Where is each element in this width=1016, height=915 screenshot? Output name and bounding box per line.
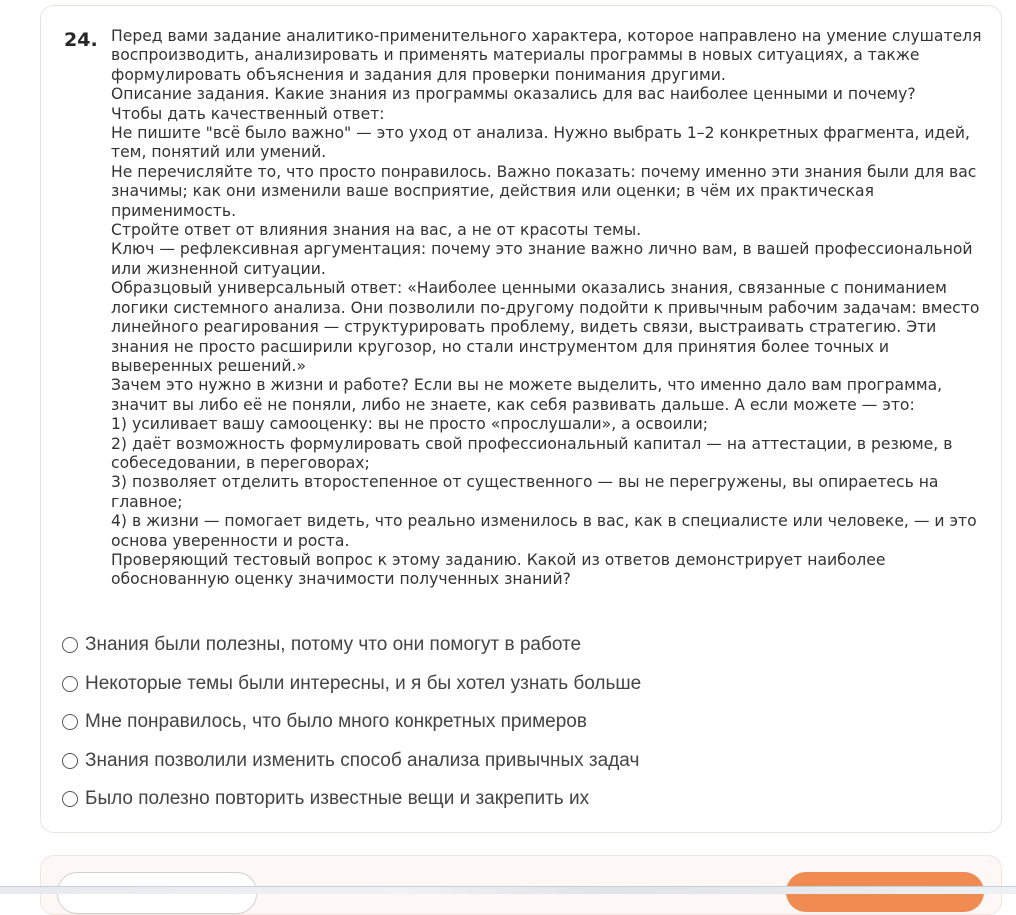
- question-paragraph: Образцовый универсальный ответ: «Наиболее ценными оказались знания, связанные с пониманием логики системного анализа. Они позволили по-другому подойти к привычным рабочим задачам: вместо линейного реагирования — структурировать проблему, видеть связи, выстраивать стратегию. Эти знания не просто расширили кругозор, но стали инструментом для принятия более точных и выверенных решений.»: [111, 279, 980, 375]
- question-paragraph: Зачем это нужно в жизни и работе? Если вы не можете выделить, что именно дало вам программа, значит вы либо её не поняли, либо не знаете, как себя развивать дальше. А если можете — это:: [111, 376, 943, 414]
- question-paragraph: Чтобы дать качественный ответ:: [111, 104, 385, 123]
- question-paragraph: Перед вами задание аналитико-применительного характера, которое направлено на умение слушателя воспроизводить, анализировать и применять материалы программы в новых ситуациях, а также формулировать объяснения и задания для проверки понимания другими.: [111, 27, 982, 84]
- question-paragraph: 1) усиливает вашу самооценку: вы не просто «прослушали», а освоили;: [111, 415, 708, 434]
- radio-button[interactable]: [62, 753, 78, 769]
- answer-option-5[interactable]: [62, 780, 762, 819]
- answer-option-4[interactable]: [62, 742, 762, 781]
- question-paragraph: Проверяющий тестовый вопрос к этому заданию. Какой из ответов демонстрирует наиболее обоснованную оценку значимости полученных знаний?: [111, 550, 886, 589]
- answer-option-label: Мне понравилось, что было много конкретных примеров: [85, 711, 587, 733]
- question-paragraph: Описание задания. Какие знания из программы оказались для вас наиболее ценными и почему?: [111, 85, 916, 104]
- radio-button[interactable]: [62, 791, 78, 807]
- radio-button[interactable]: [62, 714, 78, 730]
- answer-option-label: Знания были полезны, потому что они помогут в работе: [85, 634, 582, 656]
- answer-option-1[interactable]: [62, 626, 762, 665]
- question-paragraph: 3) позволяет отделить второстепенное от существенного — вы не перегружены, вы опираетесь на главное;: [111, 473, 939, 511]
- answer-option-label: Знания позволили изменить способ анализа привычных задач: [85, 749, 640, 771]
- answer-option-label: Некоторые темы были интересны, и я бы хотел узнать больше: [85, 672, 642, 694]
- question-paragraph: Не перечисляйте то, что просто понравилось. Важно показать: почему именно эти знания были для вас значимы; как они изменили ваше восприятие, действия или оценки; в чём их практическая применимость.: [111, 162, 977, 220]
- answer-options: [62, 626, 762, 819]
- question-paragraph: 4) в жизни — помогает видеть, что реально изменилось в вас, как в специалисте или человеке, — и это основа уверенности и роста.: [111, 512, 977, 550]
- answer-option-label: Было полезно повторить известные вещи и закрепить их: [85, 788, 590, 810]
- answer-option-2[interactable]: [62, 665, 762, 704]
- radio-button[interactable]: [62, 637, 78, 653]
- question-paragraph: Ключ — рефлексивная аргументация: почему это знание важно лично вам, в вашей профессиональной или жизненной ситуации.: [111, 240, 973, 278]
- question-paragraph: Не пишите "всё было важно" — это уход от анализа. Нужно выбрать 1–2 конкретных фрагмента, идей, тем, понятий или умений.: [111, 124, 970, 162]
- radio-button[interactable]: [62, 676, 78, 692]
- question-paragraph: 2) даёт возможность формулировать свой профессиональный капитал — на аттестации, в резюме, в собеседовании, в переговорах;: [111, 434, 953, 472]
- question-paragraph: Стройте ответ от влияния знания на вас, а не от красоты темы.: [111, 221, 642, 240]
- question-text: [111, 27, 991, 590]
- answer-option-3[interactable]: [62, 703, 762, 742]
- question-number: 24.: [64, 29, 98, 51]
